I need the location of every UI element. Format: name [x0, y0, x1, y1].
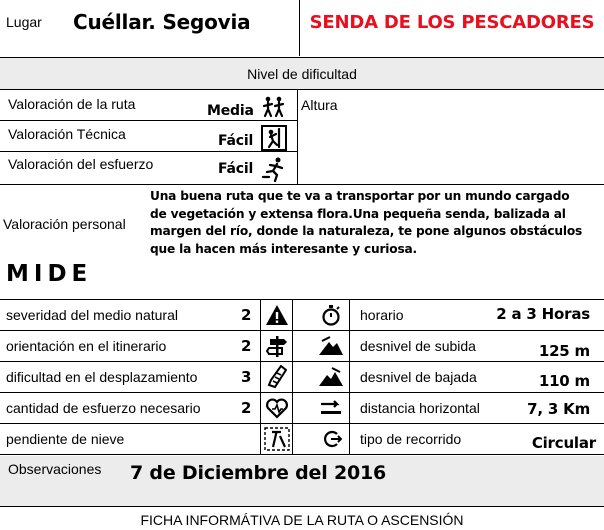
mide-right-label: desnivel de bajada [360, 369, 477, 385]
observations-label: Observaciones [8, 461, 102, 477]
stopwatch-icon [316, 303, 346, 327]
header [0, 0, 604, 56]
warning-triangle-icon [263, 303, 291, 327]
mide-left-label: cantidad de esfuerzo necesario [6, 400, 201, 416]
mide-row-divider [0, 330, 604, 331]
runner-icon [260, 155, 288, 183]
mide-right-label: distancia horizontal [360, 400, 480, 416]
difficulty-row [0, 122, 297, 152]
mide-top-border [0, 299, 604, 300]
mide-left-value: 2 [241, 306, 252, 324]
mide-left-label: dificultad en el desplazamiento [6, 369, 198, 385]
mide-left-label: orientación en el itinerario [6, 338, 167, 354]
mide-left-value: 2 [241, 337, 252, 355]
mide-right-value: 125 m [538, 342, 590, 360]
mide-right-label: horario [360, 307, 404, 323]
personal-text: Una buena ruta que te va a transportar por un mundo cargado de vegetación y extensa flora.Una pequeña senda, balizada al margen del río, donde la naturaleza, te pone algunos obstáculos que la hacen más interesante y curiosa. [150, 189, 583, 256]
observations-value: 7 de Diciembre del 2016 [130, 462, 387, 484]
mide-row-divider [0, 392, 604, 393]
difficulty-row [0, 153, 297, 184]
mide-left-value: 3 [241, 368, 252, 386]
mide-table [0, 299, 604, 455]
difficulty-divider [297, 90, 298, 185]
mide-right-value: 2 a 3 Horas [496, 305, 590, 323]
mide-row-divider [0, 423, 604, 424]
climber-icon [260, 124, 288, 152]
difficulty-row-value: Media [207, 103, 254, 119]
mide-right-label: tipo de recorrido [360, 431, 462, 447]
footer-text: FICHA INFORMÁTIVA DE LA RUTA O ASCENSIÓN [140, 512, 464, 528]
mide-row-divider [0, 361, 604, 362]
personal-label: Valoración personal [3, 216, 126, 232]
mide-right-value: Circular [531, 434, 596, 452]
mountain-down-icon [316, 365, 346, 389]
difficulty-row-value: Fácil [218, 161, 254, 177]
mide-left-label: severidad del medio natural [6, 307, 178, 323]
difficulty-row-value: Fácil [218, 133, 254, 149]
difficulty-row-label: Valoración de la ruta [8, 96, 136, 112]
mide-left-label: pendiente de nieve [6, 431, 125, 447]
mide-right-value: 110 m [538, 372, 590, 390]
snow-slope-icon [263, 426, 291, 452]
difficulty-title-band [0, 57, 604, 90]
mide-left-value: 2 [241, 399, 252, 417]
footer [0, 506, 604, 530]
difficulty-row [0, 91, 297, 121]
mide-col-line [292, 299, 293, 455]
mide-right-value: 7, 3 Km [527, 400, 590, 418]
hikers-icon [260, 95, 288, 119]
personal-block [0, 184, 604, 262]
mide-title: MIDE [6, 261, 93, 287]
altura-label: Altura [301, 97, 338, 113]
lugar-label: Lugar [6, 14, 42, 30]
mide-bottom-border [0, 454, 604, 455]
difficulty-title: Nivel de dificultad [247, 66, 357, 82]
mide-col-line [349, 299, 350, 455]
distance-arrow-icon [316, 396, 346, 420]
mountain-up-icon [316, 334, 346, 358]
lugar-value: Cuéllar. Segovia [73, 10, 251, 34]
mide-col-line [260, 299, 261, 455]
difficulty-row-label: Valoración Técnica [8, 126, 126, 142]
mide-right-label: desnivel de subida [360, 338, 476, 354]
boot-icon [263, 364, 291, 390]
loop-arrow-icon [316, 427, 346, 451]
route-name: SENDA DE LOS PESCADORES [309, 12, 595, 33]
heart-effort-icon [263, 395, 291, 421]
signpost-icon [263, 333, 291, 359]
difficulty-row-label: Valoración del esfuerzo [8, 156, 154, 172]
observations-block [0, 456, 604, 506]
